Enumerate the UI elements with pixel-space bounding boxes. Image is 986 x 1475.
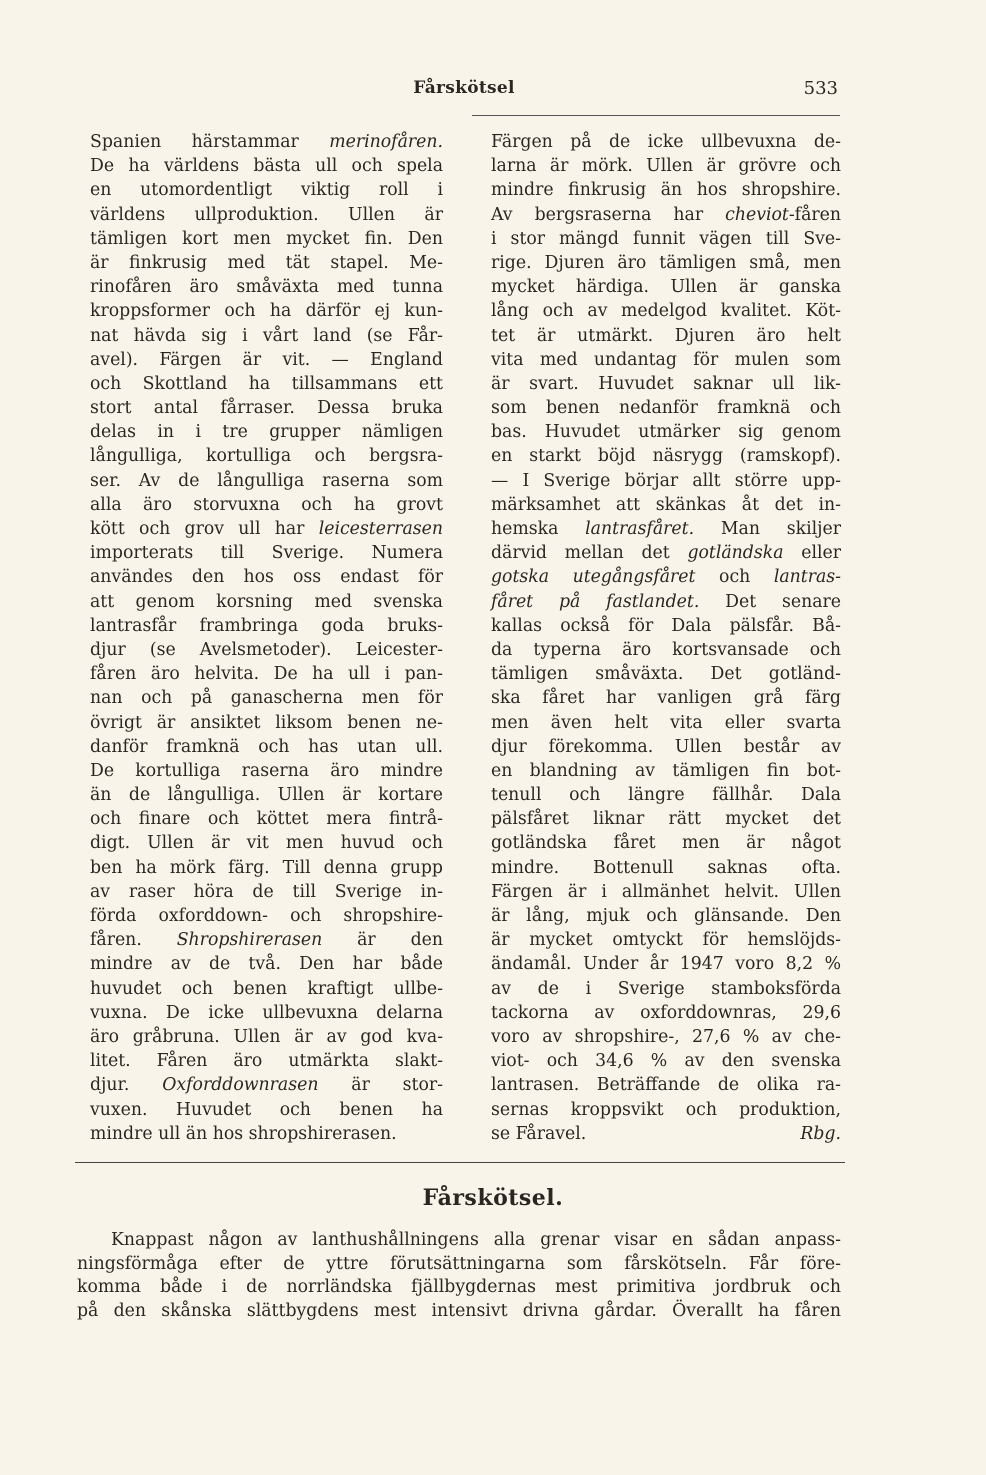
text-line: Färgen på de icke ullbevuxna de- — [491, 132, 841, 152]
text-line: kött och grov ull har leicesterrasen — [90, 519, 443, 539]
italic-term: gotländska — [687, 543, 784, 564]
text-line: är lång, mjuk och glänsande. Den — [491, 906, 841, 926]
text-line: av de i Sverige stamboksförda — [491, 978, 841, 999]
italic-term: fåret på fastlandet. — [491, 591, 700, 612]
text-line: gotska utegångsfåret och lantras- — [491, 567, 841, 588]
text-line: djur förekomma. Ullen består av — [491, 736, 841, 757]
running-title: Fårskötsel — [413, 78, 515, 98]
text-line: långulliga, kortulliga och bergsra- — [90, 446, 443, 467]
text-line: övrigt är ansiktet liksom benen ne- — [90, 712, 443, 733]
text-line: mindre ull än hos shropshirerasen. — [90, 1123, 397, 1144]
text-line: djur (se Avelsmetoder). Leicester- — [90, 639, 443, 660]
italic-term: leicesterrasen — [318, 519, 443, 539]
text-line: danför framknä och has utan ull. — [90, 736, 443, 757]
text-line: vuxna. De icke ullbevuxna delarna — [90, 1002, 443, 1023]
text-line: och Skottland ha tillsammans ett — [90, 373, 443, 394]
right-column — [491, 130, 841, 1146]
text-line: sernas kroppsvikt och produktion, — [491, 1099, 841, 1120]
italic-term: cheviot — [725, 204, 789, 225]
text-line: avel). Färgen är vit. — England — [90, 349, 443, 370]
section-divider — [75, 1162, 845, 1163]
text-line: ska fåret har vanligen grå färg — [491, 688, 841, 709]
text-line: därvid mellan det gotländska eller — [491, 543, 841, 564]
text-line: delas in i tre grupper nämligen — [90, 422, 443, 443]
text-line: Färgen är i allmänhet helvit. Ullen — [491, 881, 841, 902]
text-line: nat hävda sig i vårt land (se Får- — [90, 325, 443, 346]
italic-term: Shropshirerasen — [176, 930, 323, 951]
text-line: äro gråbruna. Ullen är av god kva- — [90, 1026, 443, 1047]
text-line: och finare och köttet mera fintrå- — [90, 809, 443, 830]
text-line: en blandning av tämligen fin bot- — [491, 760, 841, 781]
cross-reference: se Fåravel. — [491, 1123, 587, 1144]
text-line: men även helt vita eller svarta — [491, 712, 841, 733]
text-line: användes den hos oss endast för — [90, 567, 443, 588]
text-line: världens ullproduktion. Ullen är — [90, 204, 443, 225]
text-line: tackorna av oxforddownras, 29,6 — [491, 1002, 841, 1023]
section-line: på den skånska slättbygdens mest intensivt drivna gårdar. Överallt ha fåren — [77, 1300, 841, 1321]
text-line: nan och på ganascherna men för — [90, 688, 443, 709]
text-line: tämligen småväxta. Det gotländ- — [491, 664, 841, 685]
text-line: digt. Ullen är vit men huvud och — [90, 833, 443, 854]
text-line: alla äro storvuxna och ha grovt — [90, 494, 443, 515]
italic-term: merinofåren. — [329, 132, 443, 152]
text-line: rinofåren äro småväxta med tunna — [90, 277, 443, 298]
text-line: lantrasen. Beträffande de olika ra- — [491, 1075, 841, 1096]
text-line: larna är mörk. Ullen är grövre och — [491, 156, 841, 177]
text-line: Av bergsraserna har cheviot-fåren — [491, 204, 841, 225]
text-line: hemska lantrasfåret. Man skiljer — [491, 519, 841, 539]
section-title: Fårskötsel. — [422, 1185, 564, 1211]
text-line: en utomordentligt viktig roll i — [90, 180, 443, 201]
text-line: De kortulliga raserna äro mindre — [90, 760, 443, 781]
text-line: gotländska fåret men är något — [491, 833, 841, 854]
text-line: ben ha mörk färg. Till denna grupp — [90, 857, 443, 878]
italic-term: lantrasfåret. — [585, 519, 695, 539]
text-line: i stor mängd funnit vägen till Sve- — [491, 228, 841, 249]
text-line: en starkt böjd näsrygg (ramskopf). — [491, 446, 841, 467]
text-line: att genom korsning med svenska — [90, 591, 443, 612]
section-body — [77, 1229, 841, 1323]
text-line: stort antal fårraser. Dessa bruka — [90, 398, 443, 419]
section-line: komma både i de norrländska fjällbygdernas mest primitiva jordbruk och — [77, 1277, 841, 1297]
header-rule — [472, 115, 840, 116]
text-line: vita med undantag för mulen som — [491, 349, 841, 370]
text-line: viot- och 34,6 % av den svenska — [491, 1051, 841, 1072]
running-head — [88, 78, 840, 104]
text-line: fåret på fastlandet. Det senare — [491, 591, 841, 612]
text-line: Spanien härstammar merinofåren. — [90, 132, 443, 152]
text-line: av raser höra de till Sverige in- — [90, 881, 443, 902]
text-line: kallas också för Dala pälsfår. Bå- — [491, 615, 841, 636]
text-line: tenull och längre fällhår. Dala — [491, 785, 841, 806]
text-line: djur. Oxforddownrasen är stor- — [90, 1075, 443, 1096]
italic-term: Oxforddownrasen — [162, 1075, 319, 1096]
text-line: De ha världens bästa ull och spela — [90, 156, 443, 177]
section-line: ningsförmåga efter de yttre förutsättningarna som fårskötseln. Får före- — [77, 1253, 841, 1274]
text-line: lantrasfår frambringa goda bruks- — [90, 615, 443, 636]
page-number: 533 — [803, 78, 838, 99]
text-line: fåren äro helvita. De ha ull i pan- — [90, 664, 443, 685]
text-line: tet är utmärkt. Djuren äro helt — [491, 325, 841, 346]
left-column — [90, 130, 443, 1146]
text-line: är mycket omtyckt för hemslöjds- — [491, 930, 841, 951]
text-line: mindre av de två. Den har både — [90, 954, 443, 975]
text-line: litet. Fåren äro utmärkta slakt- — [90, 1051, 443, 1072]
author-signature: Rbg. — [800, 1123, 841, 1144]
text-line: da typerna äro kortsvansade och — [491, 639, 841, 660]
text-line: pälsfåret liknar rätt mycket det — [491, 809, 841, 830]
text-line: som benen nedanför framknä och — [491, 398, 841, 419]
text-line: än de långulliga. Ullen är kortare — [90, 785, 443, 806]
text-line: ändamål. Under år 1947 voro 8,2 % — [491, 954, 841, 975]
text-line: kroppsformer och ha därför ej kun- — [90, 301, 443, 322]
text-line: fåren. Shropshirerasen är den — [90, 930, 443, 951]
italic-term: lantras- — [773, 567, 841, 588]
text-line: bas. Huvudet utmärker sig genom — [491, 422, 841, 443]
text-line: lång och av medelgod kvalitet. Köt- — [491, 301, 841, 322]
text-line: är svart. Huvudet saknar ull lik- — [491, 373, 841, 394]
section-line: Knappast någon av lanthushållningens alla grenar visar en sådan anpass- — [111, 1230, 841, 1250]
text-line: importerats till Sverige. Numera — [90, 543, 443, 564]
text-line: tämligen kort men mycket fin. Den — [90, 228, 443, 249]
text-line: mindre. Bottenull saknas ofta. — [491, 857, 841, 878]
text-line: ser. Av de långulliga raserna som — [90, 470, 443, 491]
text-line: — I Sverige börjar allt större upp- — [491, 470, 841, 491]
text-line: huvudet och benen kraftigt ullbe- — [90, 978, 443, 999]
signature-line — [491, 1122, 841, 1146]
text-line: voro av shropshire-, 27,6 % av che- — [491, 1026, 841, 1047]
text-line: är finkrusig med tät stapel. Me- — [90, 252, 443, 273]
italic-term: gotska utegångsfåret — [491, 567, 696, 588]
text-line: rige. Djuren äro tämligen små, men — [491, 252, 841, 273]
text-line: mindre finkrusig än hos shropshire. — [491, 180, 841, 201]
text-line: mycket härdiga. Ullen är ganska — [491, 277, 841, 298]
text-line: vuxen. Huvudet och benen ha — [90, 1099, 443, 1120]
text-line: förda oxforddown- och shropshire- — [90, 906, 443, 926]
text-line: märksamhet att skänkas åt det in- — [491, 494, 841, 515]
